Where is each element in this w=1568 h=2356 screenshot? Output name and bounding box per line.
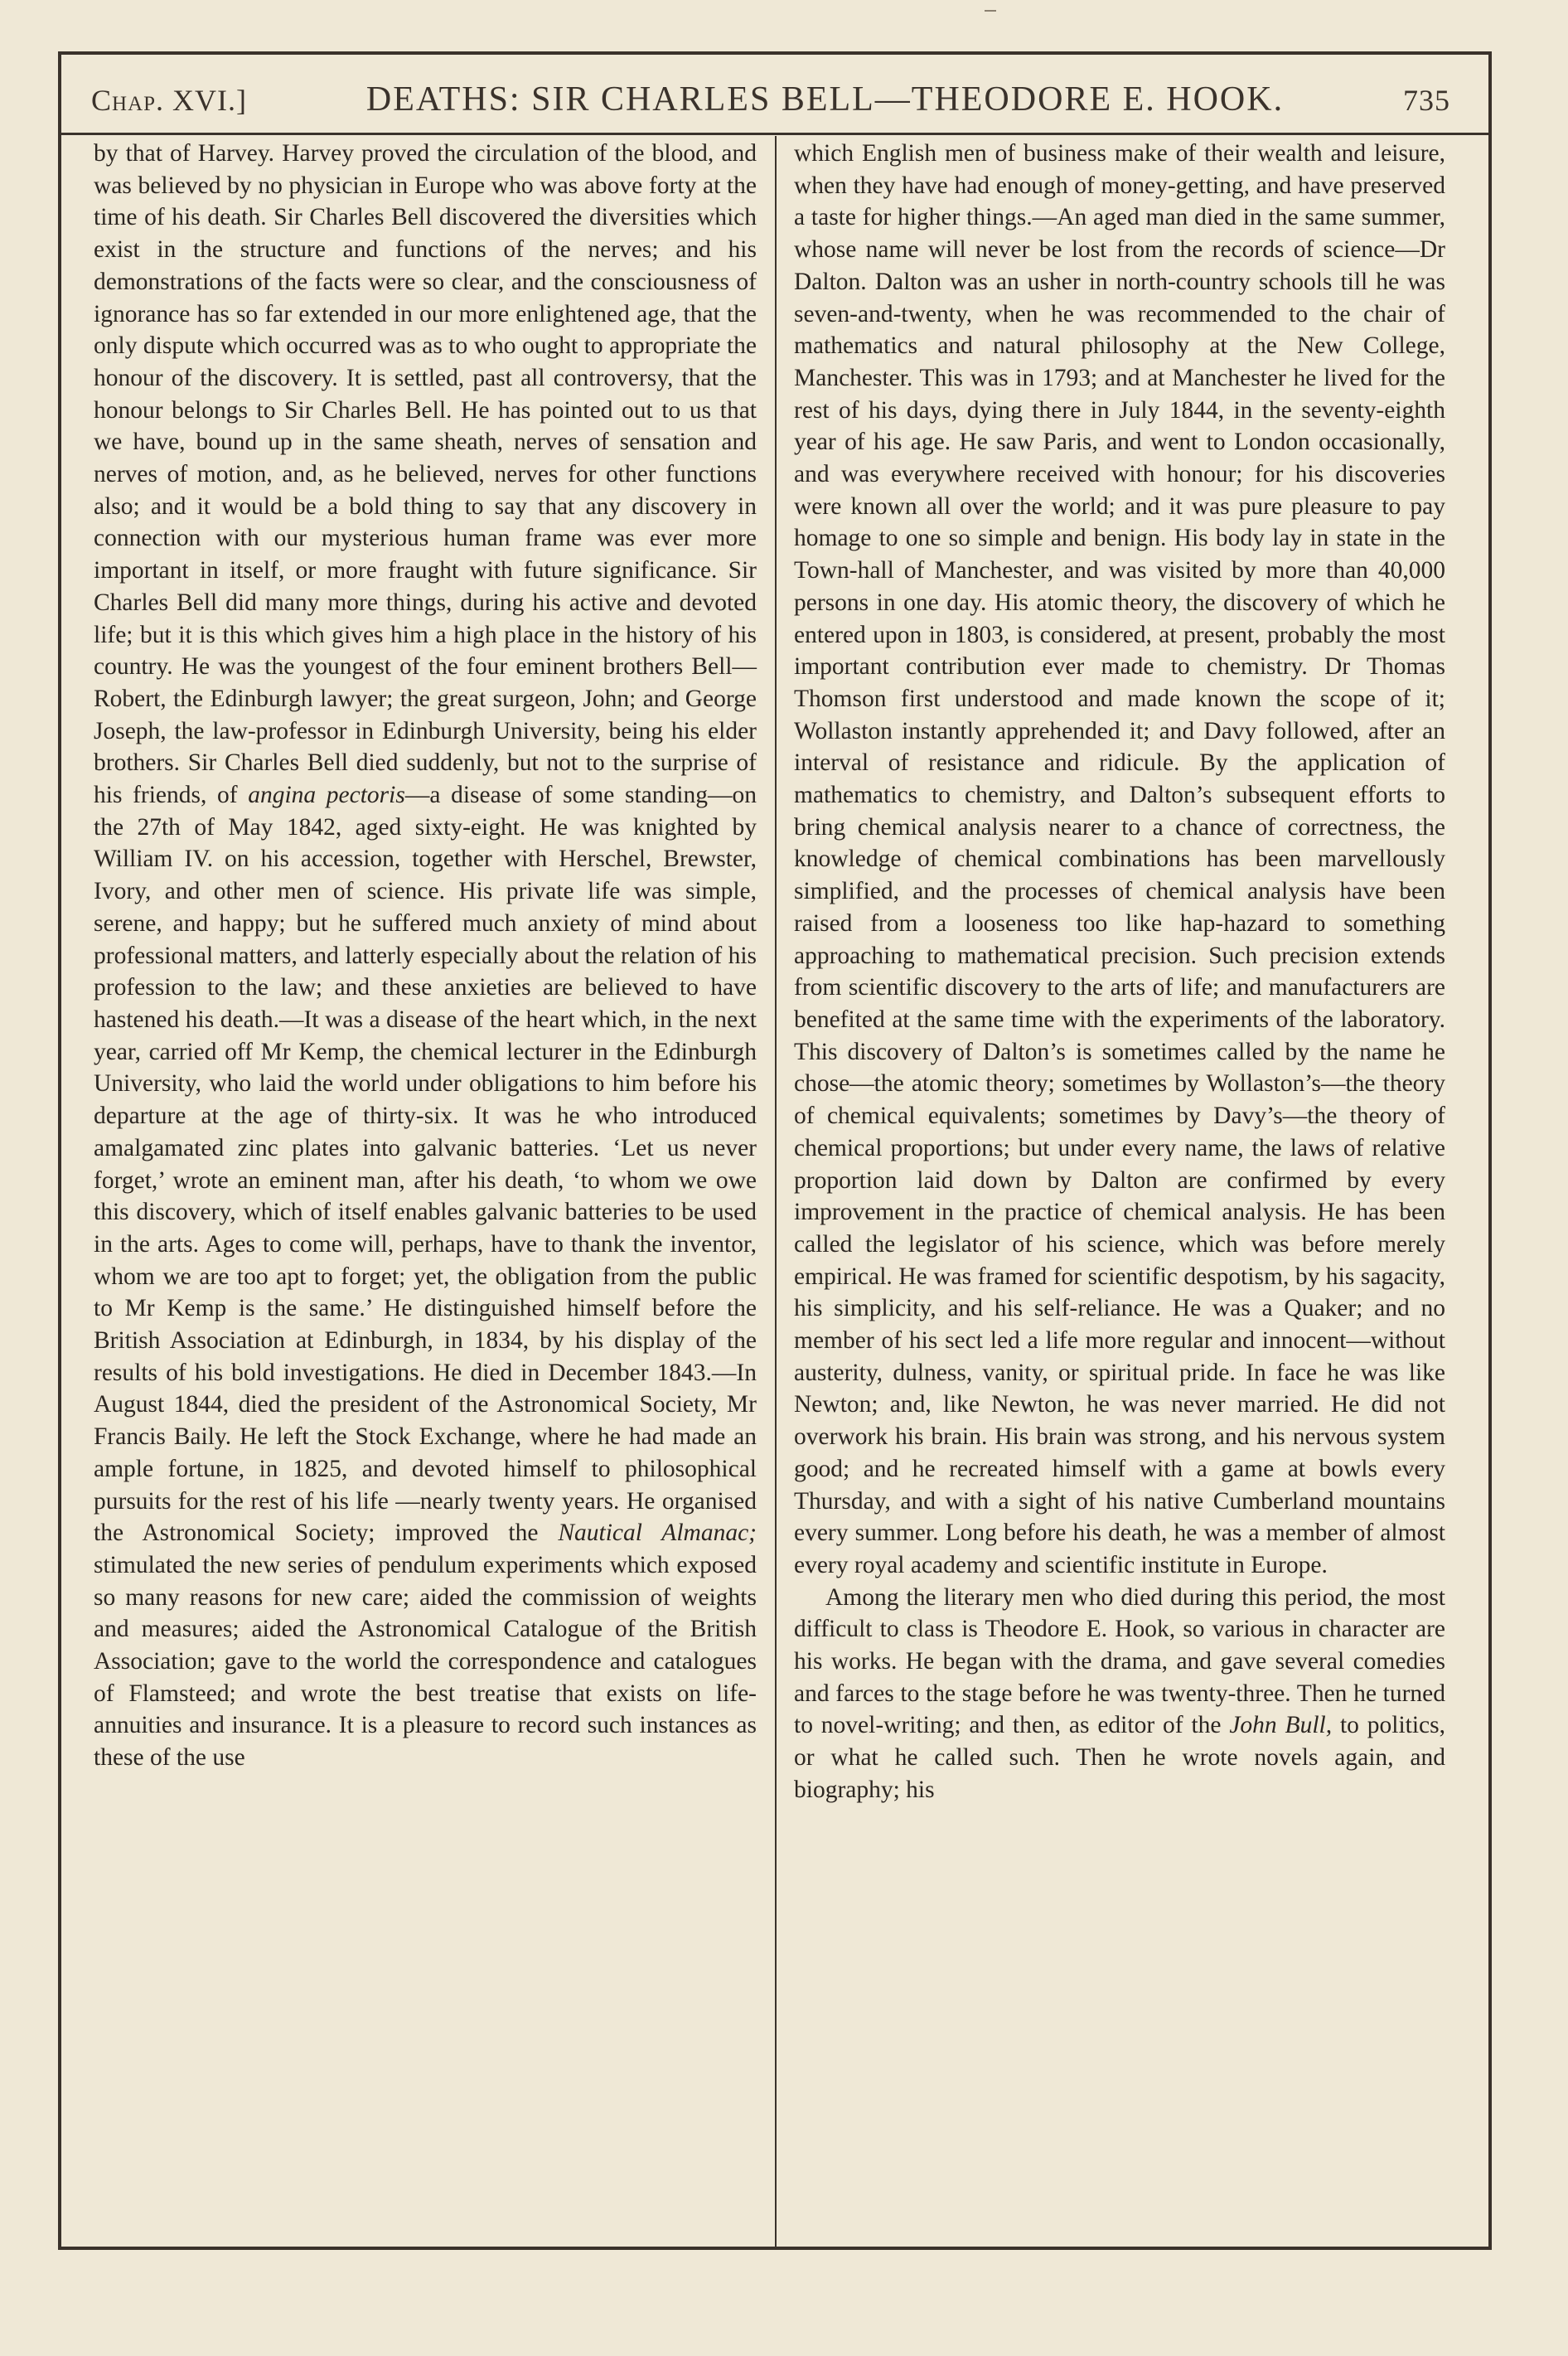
running-header — [91, 80, 1450, 129]
text-run: to politics, or what he called such. Then he wrote novels again, and biography; his — [794, 1712, 1445, 1803]
italic-title-john-bull: John Bull, — [1229, 1712, 1333, 1739]
left-column — [94, 138, 757, 1774]
right-column — [794, 138, 1445, 1806]
italic-title-nautical-almanac: Nautical Almanac; — [558, 1520, 757, 1547]
page-number: 735 — [1403, 84, 1450, 117]
text-run: by that of Harvey. Harvey proved the circulation of the blood, and was believed by no physician in Europe who was above forty at the time of his death. Sir Charles Bell discovered the diversities which exist in the structure and functions of the nerves; and his demonstrations of the facts were so clear, and the consciousness of ignorance has so far extended in our more enlightened age, that the only dispute which occurred was as to who ought to appropriate the honour of the discovery. It is settled, past all controversy, that the honour belongs to Sir Charles Bell. He has pointed out to us that we have, bound up in the same sheath, nerves of sensation and nerves of motion, and, as he believed, nerves for other functions also; and it would be a bold thing to say that any discovery in connection with our mysterious human frame was ever more important in itself, or more fraught with future significance. Sir Charles Bell did many more things, during his active and devoted life; but it is this which gives him a high place in the history of his country. He was the youngest of the four eminent brothers Bell—Robert, the Edinburgh lawyer; the great surgeon, John; and George Joseph, the law-professor in Edinburgh University, being his elder brothers. Sir Charles Bell died suddenly, but not to the surprise of his friends, of — [94, 140, 757, 809]
chapter-label: Chap. XVI.] — [91, 84, 247, 117]
left-column-paragraph — [94, 138, 757, 1774]
right-column-paragraph-hook — [794, 1582, 1445, 1806]
italic-term-angina-pectoris: angina pectoris — [248, 782, 405, 809]
running-title: DEATHS: SIR CHARLES BELL—THEODORE E. HOOK. — [365, 80, 1285, 119]
text-run: stimulated the new series of pendulum experiments which exposed so many reasons for new care; aided the commission of weights and measures; aided the Astronomical Catalogue of the British Association; gave to the world the correspondence and catalogues of Flamsteed; and wrote the best treatise that exists on life-annuities and insurance. It is a pleasure to record such instances as these of the use — [94, 1551, 757, 1772]
text-run: —a disease of some standing—on the 27th of May 1842, aged sixty-eight. He was knighted by William IV. on his accession, together with Herschel, Brewster, Ivory, and other men of science. His private life was simple, serene, and happy; but he suffered much anxiety of mind about professional matters, and latterly especially about the relation of his profession to the law; and these anxieties are believed to have hastened his death.—It was a disease of the heart which, in the next year, carried off Mr Kemp, the chemical lecturer in the Edinburgh University, who laid the world under obligations to him before his departure at the age of thirty-six. It was he who introduced amalgamated zinc plates into galvanic batteries. ‘Let us never forget,’ wrote an eminent man, after his death, ‘to whom we owe this discovery, which of itself enables galvanic batteries to be used in the arts. Ages to come will, perhaps, have to thank the inventor, whom we are too apt to forget; yet, the obligation from the public to Mr Kemp is the same.’ He distinguished himself before the British Association at Edinburgh, in 1834, by his display of the results of his bold investigations. He died in December 1843.—In August 1844, died the president of the Astronomical Society, Mr Francis Baily. He left the Stock Exchange, where he had made an ample fortune, in 1825, and devoted himself to philosophical pursuits for the rest of his life —nearly twenty years. He organised the Astronomical Society; improved the — [94, 782, 757, 1547]
header-rule — [60, 133, 1490, 135]
right-column-paragraph: which English men of business make of their wealth and leisure, when they have had enough of money-getting, and have preserved a taste for higher things.—An aged man died in the same summer, whose name will never be lost from the records of science—Dr Dalton. Dalton was an usher in north-country schools till he was seven-and-twenty, when he was recommended to the chair of mathematics and natural philosophy at the New College, Manchester. This was in 1793; and at Manchester he lived for the rest of his days, dying there in July 1844, in the seventy-eighth year of his age. He saw Paris, and went to London occasionally, and was everywhere received with honour; for his discoveries were known all over the world; and it was pure pleasure to pay homage to one so simple and benign. His body lay in state in the Town-hall of Manchester, and was visited by more than 40,000 persons in one day. His atomic theory, the discovery of which he entered upon in 1803, is considered, at present, probably the most important contribution ever made to chemistry. Dr Thomas Thomson first understood and made known the scope of it; Wollaston instantly apprehended it; and Davy followed, after an interval of resistance and ridicule. By the application of mathematics to chemistry, and Dalton’s subsequent efforts to bring chemical analysis nearer to a chance of correctness, the knowledge of chemical combinations has been marvellously simplified, and the processes of chemical analysis have been raised from a looseness too like hap-hazard to something approaching to mathematical precision. Such precision extends from scientific discovery to the arts of life; and manufacturers are benefited at the same time with the experiments of the laboratory. This discovery of Dalton’s is sometimes called by the name he chose—the atomic theory; sometimes by Wollaston’s—the theory of chemical equivalents; sometimes by Davy’s—the theory of chemical proportions; but under every name, the laws of relative proportion laid down by Dalton are confirmed by every improvement in the practice of chemical analysis. He has been called the legislator of his science, which was before merely empirical. He was framed for scientific despotism, by his sagacity, his simplicity, and his self-reliance. He was a Quaker; and no member of his sect led a life more regular and innocent—without austerity, dulness, vanity, or spiritual pride. In face he was like Newton; and, like Newton, he was never married. He did not overwork his brain. His brain was strong, and his nervous system good; and he recreated himself with a game at bowls every Thursday, and with a sight of his native Cumberland mountains every summer. Long before his death, he was a member of almost every royal academy and scientific institute in Europe. — [794, 140, 1445, 1578]
text-run: Among the literary men who died during this period, the most difficult to class is Theodore E. Hook, so various in character are his works. He began with the drama, and gave several comedies and farces to the stage before he was twenty-three. Then he turned to novel-writing; and then, as editor of the — [794, 1583, 1445, 1739]
page-mark — [985, 10, 996, 12]
column-divider — [775, 136, 777, 2247]
